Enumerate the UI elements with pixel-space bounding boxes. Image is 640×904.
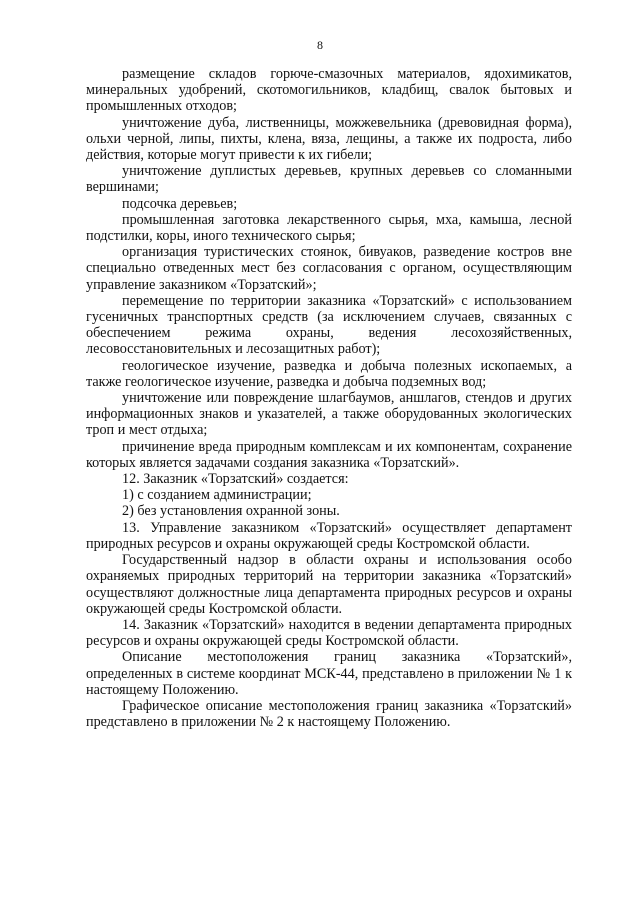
paragraph-prohibition-tapping: подсочка деревьев; — [122, 195, 238, 212]
paragraph-graphic-description: Графическое описание местоположения границ заказника «Торзатский» представлено в приложении № 2 к настоящему Положению. — [86, 697, 572, 731]
paragraph-prohibition-camping: организация туристических стоянок, бивуаков, разведение костров вне специально отведенных мест без согласования с органом, осуществляющим управление заказником «Торзатский»; — [86, 244, 572, 293]
paragraph-prohibition-storage: размещение складов горюче-смазочных материалов, ядохимикатов, минеральных удобрений, скотомогильников, кладбищ, свалок бытовых и промышленных отходов; — [86, 66, 572, 115]
document-body — [86, 66, 572, 730]
paragraph-prohibition-hollow-trees: уничтожение дуплистых деревьев, крупных деревьев со сломанными вершинами; — [86, 163, 572, 196]
paragraph-item-12-1: 1) с созданием администрации; — [122, 487, 312, 504]
paragraph-item-12: 12. Заказник «Торзатский» создается: — [122, 471, 349, 488]
paragraph-prohibition-tracked-vehicles: перемещение по территории заказника «Торзатский» с использованием гусеничных транспортных средств (за исключением случаев, связанных с обеспечением режима охраны, ведения лесохозяйственных, лесовосстановительных и лесозащитных работ); — [86, 292, 572, 358]
paragraph-item-14: 14. Заказник «Торзатский» находится в ведении департамента природных ресурсов и охраны окружающей среды Костромской области. — [86, 616, 572, 650]
page-number: 8 — [317, 38, 323, 52]
paragraph-prohibition-harm: причинение вреда природным комплексам и их компонентам, сохранение которых является задачами создания заказника «Торзатский». — [86, 438, 572, 471]
paragraph-item-12-2: 2) без установления охранной зоны. — [122, 503, 340, 520]
paragraph-prohibition-geology: геологическое изучение, разведка и добыча полезных ископаемых, а также геологическое изучение, разведка и добыча подземных вод; — [86, 357, 572, 390]
paragraph-state-supervision: Государственный надзор в области охраны и использования особо охраняемых природных территорий на территории заказника «Торзатский» осуществляют должностные лица департамента природных ресурсов и охраны окружающей среды Костромской области. — [86, 552, 572, 617]
paragraph-item-13: 13. Управление заказником «Торзатский» осуществляет департамент природных ресурсов и охраны окружающей среды Костромской области. — [86, 519, 572, 552]
paragraph-prohibition-signs: уничтожение или повреждение шлагбаумов, аншлагов, стендов и других информационных знаков и указателей, а также оборудованных экологических троп и мест отдыха; — [86, 390, 572, 439]
paragraph-prohibition-harvesting: промышленная заготовка лекарственного сырья, мха, камыша, лесной подстилки, коры, иного технического сырья; — [86, 211, 572, 245]
paragraph-boundary-description: Описание местоположения границ заказника «Торзатский», определенных в системе координат МСК-44, представлено в приложении № 1 к настоящему Положению. — [86, 649, 572, 698]
paragraph-prohibition-tree-destruction: уничтожение дуба, лиственницы, можжевельника (древовидная форма), ольхи черной, липы, пихты, клена, вяза, лещины, а также их подроста, либо действия, которые могут привести к их гибели; — [86, 114, 572, 164]
